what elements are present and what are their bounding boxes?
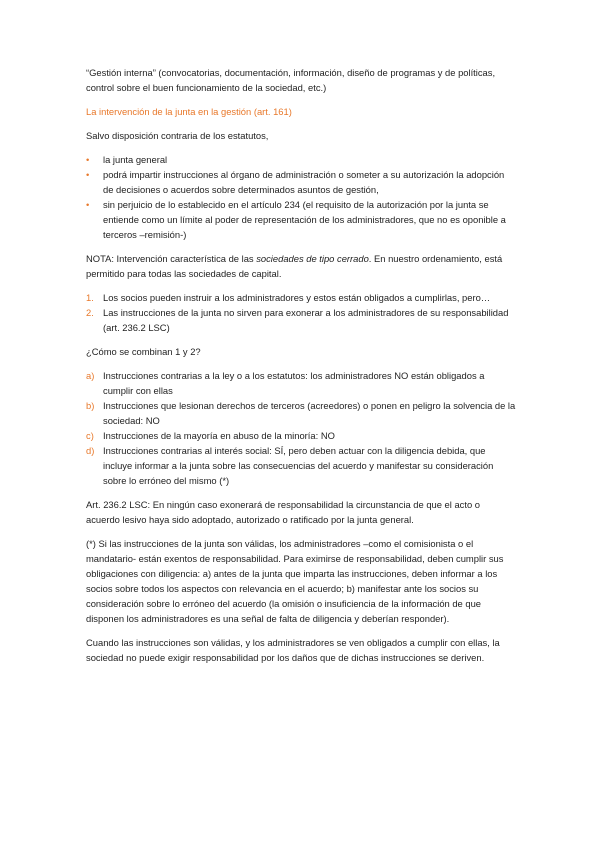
list-item: a) Instrucciones contrarias a la ley o a los estatutos: los administradores NO están obligados a cumplir con ellas [86, 370, 485, 396]
lead-paragraph: Salvo disposición contraria de los estatutos, [86, 130, 269, 141]
article-paragraph: Art. 236.2 LSC: En ningún caso exonerará de responsabilidad la circunstancia de que el acto o acuerdo lesivo haya sido adoptado, autorizado o ratificado por la junta general. [86, 499, 481, 525]
section-heading: La intervención de la junta en la gestión (art. 161) [86, 106, 292, 117]
numbered-list [86, 290, 516, 335]
final-paragraph: Cuando las instrucciones son válidas, y los administradores se ven obligados a cumplir con ellas, la sociedad no puede exigir responsabilidad por los daños que de dichas instrucciones se deriven. [86, 637, 500, 663]
bullet-icon: • [86, 154, 90, 165]
list-item: • sin perjuicio de lo establecido en el artículo 234 (el requisito de la autorización por la junta se entiende como un límite al poder de representación de los administradores, que no es oponible a terceros –remisión-) [86, 199, 506, 240]
intro-paragraph: “Gestión interna” (convocatorias, documentación, información, diseño de programas y de políticas, control sobre el buen funcionamiento de la sociedad, etc.) [86, 67, 496, 93]
note-paragraph: (*) Si las instrucciones de la junta son válidas, los administradores –como el comisionista o el mandatario- están exentos de responsabilidad. Para eximirse de responsabilidad, deben cumplir sus obligaciones con diligencia: a) antes de la junta que imparta las instrucciones, deben informar a los socios sobre todos los aspectos con relevancia en el acuerdo; b) manifestar ante los socios su consideración sobre lo erróneo del acuerdo (la omisión o insuficiencia de la información de que disponen los administradores es una señal de falta de diligencia y deberían responder). [86, 538, 504, 624]
question-paragraph: ¿Cómo se combinan 1 y 2? [86, 346, 201, 357]
list-item: • podrá impartir instrucciones al órgano de administración o someter a su autorización la adopción de decisiones o acuerdos sobre determinados asuntos de gestión, [86, 169, 505, 195]
list-item: d) Instrucciones contrarias al interés social: SÍ, pero deben actuar con la diligencia debida, que incluye informar a la junta sobre las consecuencias del acuerdo y manifestar su consideración sobre lo erróneo del mismo (*) [86, 445, 494, 486]
list-item: 2. Las instrucciones de la junta no sirven para exonerar a los administradores de su responsabilidad (art. 236.2 LSC) [86, 307, 509, 333]
nota-paragraph: NOTA: Intervención característica de las sociedades de tipo cerrado. En nuestro ordenamiento, está permitido para todas las sociedades de capital. [86, 253, 503, 279]
bullet-icon: • [86, 199, 90, 210]
bullet-icon: • [86, 169, 90, 180]
bullet-list [86, 152, 516, 242]
lettered-list [86, 368, 516, 488]
list-item: b) Instrucciones que lesionan derechos de terceros (acreedores) o ponen en peligro la solvencia de la sociedad: NO [86, 400, 516, 426]
document-page [86, 65, 516, 665]
list-item: • la junta general [86, 154, 168, 165]
list-item: c) Instrucciones de la mayoría en abuso de la minoría: NO [86, 430, 335, 441]
list-item: 1. Los socios pueden instruir a los administradores y estos están obligados a cumplirlas, pero… [86, 292, 491, 303]
